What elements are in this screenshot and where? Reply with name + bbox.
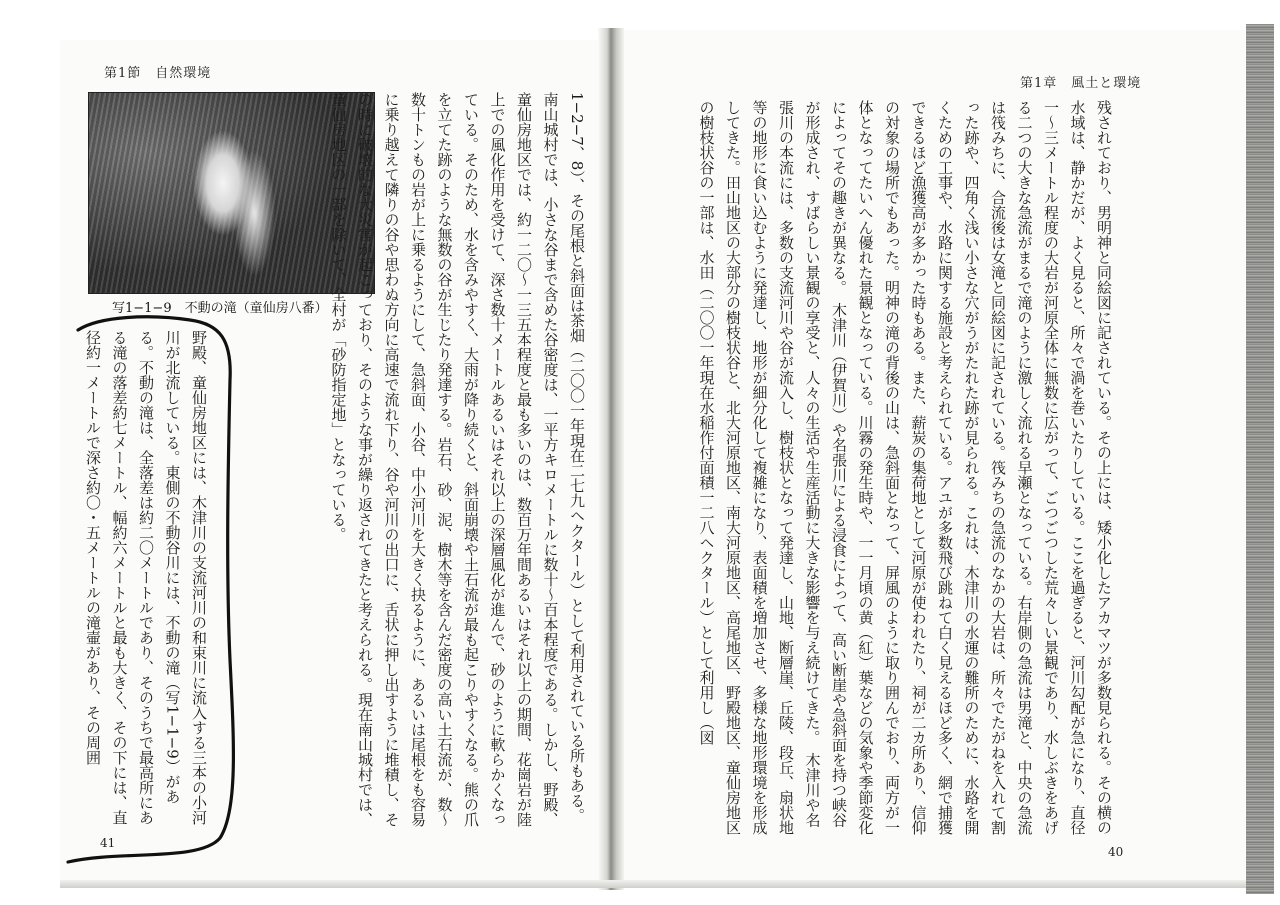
page-stack-edge <box>1246 24 1274 894</box>
left-running-head: 第1節 自然環境 <box>104 66 212 81</box>
left-page-lower-text <box>84 330 212 830</box>
book-gutter <box>598 28 624 890</box>
left-lower-paragraph: 野殿、童仙房地区には、木津川の支流河川の和束川に流入する三本の小河川が北流している。東側の不動谷川には、不動の滝（写1−1−9）がある。不動の滝は、全落差は約二〇メートルであり、そのうちで最高所にある滝の落差約七メートル、幅約六メートルと最も大きく、その下には、直径約一メートルで深さ約〇・五メートルの滝壷があり、その周囲 <box>84 330 208 825</box>
photo-caption: 写1−1−9 不動の滝（童仙房八番） <box>112 301 328 316</box>
left-page-number: 41 <box>100 836 116 850</box>
right-running-head: 第1章 風土と環境 <box>1020 76 1142 91</box>
right-page-text <box>685 100 1117 840</box>
left-page-upper-text <box>329 92 590 832</box>
left-upper-paragraph: 1−2−7、8）、その尾根と斜面は茶畑（二〇〇一年現在二七九ヘクタール）として利用されている所もある。南山城村では、小さな谷まで含めた谷密度は、一平方キロメートルに数十〜百本程度である。しかし、野殿、童仙房地区では、約一二〇〜一三五本程度と最も多いのは、数百万年間あるいはそれ以上の期間、花崗岩が陸上での風化作用を受けて、深さ数十メートルあるいはそれ以上の深層風化が進んで、砂のように軟らかくなっている。そのため、水を含みやすく、大雨が降り続くと、斜面崩壊や土石流が最も起こりやすくなる。熊の爪を立てた跡のような無数の谷が生じたり発達する。岩石、砂、泥、樹木等を含んだ密度の高い土石流が、数〜数十トンもの岩が上に乗るようにして、急斜面、小谷、中小河川を大きく抉るように、あるいは尾根をも容易に乗り越えて隣りの谷や思わぬ方向に高速で流れ下り、谷や河川の出口に、舌状に押し出すように堆積し、その時に破壊的な大災害が起こっており、そのような事が繰り返されてきたと考えられる。現在南山城村では、童仙房地区の一部を除いて、全村が「砂防指定地」となっている。 <box>329 92 586 827</box>
right-paragraph: 残されており、男明神と同絵図に記されている。その上には、矮小化したアカマツが多数見られる。その横の水域は、静かだが、よく見ると、所々で渦を巻いたりしている。ここを過ぎると、河川勾配が急になり、直径一〜三メートル程度の大岩が河原全体に無数に広がって、ごつごつした荒々しい景観であり、水しぶきをあげる二つの大きな急流がまるで滝のように激しく流れる早瀬となっている。右岸側の急流は男滝と、中央の急流は筏みちに、合流後は女滝と同絵図に記されている。筏みちの急流のなかの大岩は、所々でたがねを入れて割った跡や、四角く浅い小さな穴がうがたれた跡が見られる。これは、木津川の水運の難所のために、水路を開くための工事や、水路に関する施設と考えられている。アユが多数飛び跳ねて白く見えるほど多く、網で捕獲できるほど漁獲高が多かった時もある。また、薪炭の集荷地として河原が使われたり、祠が二カ所あり、信仰の対象の場所でもあった。明神の滝の背後の山は、急斜面となって、屏風のように取り囲んでおり、両方が一体となってたいへん優れた景観となっている。川霧の発生時や、一一月頃の黄（紅）葉などの気象や季節変化によってその趣きが異なる。 木津川（伊賀川）や名張川による浸食によって、高い断崖や急斜面を持つ峡谷が形成され、すばらしい景観の享受と、人々の生活や生産活動に大きな影響を与え続けてきた。 木津川や名張川の本流には、多数の支流河川や谷が流入し、樹枝状となって発達し、山地、断層崖、丘陵、段丘、扇状地等の地形に食い込むように発達し、地形が細分化して複雑になり、表面積を増加させ、多様な地形環境を形成してきた。田山地区の大部分の樹枝状谷と、北大河原地区、南大河原地区、高尾地区、野殿地区、童仙房地区の樹枝状谷の一部は、水田（二〇〇一年現在水稲作付面積一二八ヘクタール）として利用し（図 <box>697 100 1113 835</box>
right-page-number: 40 <box>1108 845 1124 859</box>
page-bottom-edge <box>60 880 1246 888</box>
